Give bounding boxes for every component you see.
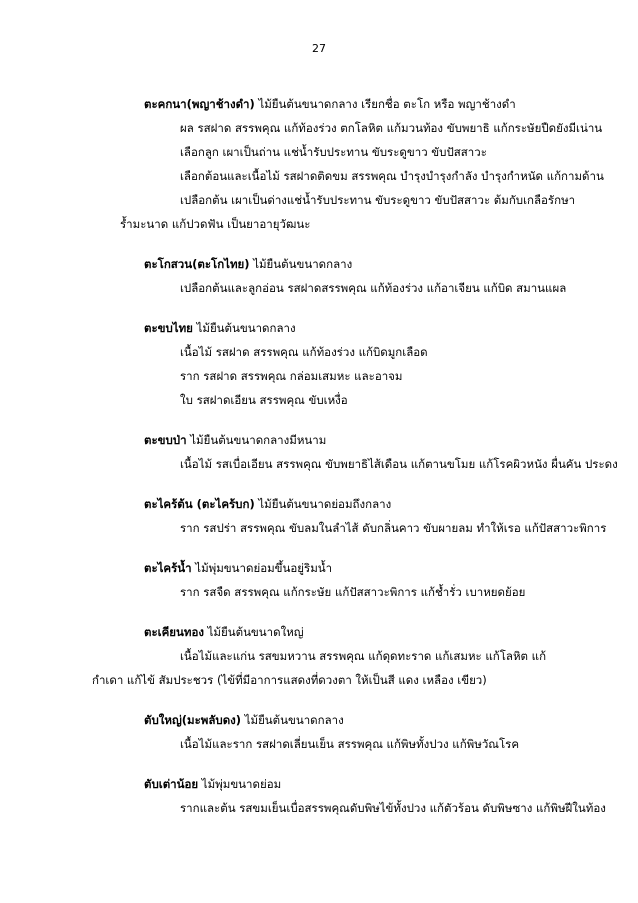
entry-takhraiton <box>0 492 638 540</box>
entry-line: ผล รสฝาด สรรพคุณ แก้ท้องร่วง ตกโลหิต แก้มวนท้อง ขับพยาธิ แก้กระษัยปืดยังมีเน่าน <box>180 121 603 135</box>
entry-takhanna <box>0 92 638 236</box>
entry-desc: ไม้ยืนต้นขนาดใหญ่ <box>207 625 304 639</box>
entry-heading <box>0 708 638 732</box>
entry-line: เนื้อไม้ รสเบื่อเอียน สรรพคุณ ขับพยาธิไส้เดือน แก้ตานขโมย แก้โรคผิวหนัง ผื่นคัน ประดง <box>180 457 618 471</box>
entry-takhoppa <box>0 428 638 476</box>
entry-line: เลือกต้อนและเนื้อไม้ รสฝาดติดขม สรรพคุณ บำรุงบำรุงกำลัง บำรุงกำหนัด แก้กามด้าน <box>180 169 604 183</box>
entry-name: ตะคกนา(พญาช้างดำ) <box>144 97 255 111</box>
entry-desc: ไม้พุ่มขนาดย่อม <box>201 777 282 791</box>
entry-takhopthai <box>0 316 638 412</box>
entry-continuation: ร้ำมะนาด แก้ปวดฟัน เป็นยาอายุวัฒนะ <box>120 217 311 231</box>
entry-desc: ไม้พุ่มขนาดย่อมขึ้นอยู่ริมน้ำ <box>195 561 333 575</box>
entry-heading <box>0 492 638 516</box>
entry-heading <box>0 620 638 644</box>
entry-name: ตะเคียนทอง <box>144 625 204 639</box>
entry-line: เปลือกต้นและลูกอ่อน รสฝาดสรรพคุณ แก้ท้องร่วง แก้อาเจียน แก้บิด สมานแผล <box>180 281 567 295</box>
entry-heading <box>0 556 638 580</box>
entry-line: เลือกลูก เผาเป็นถ่าน แช่น้ำรับประทาน ขับระดูขาว ขับปัสสาวะ <box>180 145 487 159</box>
entry-continuation: กำเดา แก้ไข้ สัมประชวร (ไข้ที่มีอาการแสดงที่ดวงตา ให้เป็นสี แดง เหลือง เขียว) <box>92 673 487 687</box>
entry-name: ตะไคร้ต้น (ตะไคร้บก) <box>144 497 255 511</box>
entry-takhianthong <box>0 620 638 692</box>
entry-line: เปลือกต้น เผาเป็นด่างแช่น้ำรับประทาน ขับระดูขาว ขับปัสสาวะ ต้มกับเกลือรักษา <box>180 193 576 207</box>
entry-tapyai <box>0 708 638 756</box>
entry-desc: ไม้ยืนต้นขนาดย่อมถึงกลาง <box>258 497 392 511</box>
entry-name: ตะโกสวน(ตะโกไทย) <box>144 257 250 271</box>
entry-line: ราก รสจืด สรรพคุณ แก้กระษัย แก้ปัสสาวะพิการ แก้ช้ำรั่ว เบาหยดย้อย <box>180 585 526 599</box>
entry-list <box>0 92 638 836</box>
entry-desc: ไม้ยืนต้นขนาดกลาง <box>244 713 344 727</box>
entry-heading <box>0 92 638 116</box>
page-number: 27 <box>312 42 326 55</box>
entry-desc: ไม้ยืนต้นขนาดกลางมีหนาม <box>190 433 327 447</box>
entry-line: ใบ รสฝาดเอียน สรรพคุณ ขับเหงื่อ <box>180 393 348 407</box>
entry-name: ตับเต่าน้อย <box>144 777 199 791</box>
entry-line: เนื้อไม้และแก่น รสขมหวาน สรรพคุณ แก้ดุดทะราด แก้เสมหะ แก้โลหิต แก้ <box>180 649 547 663</box>
entry-line: ราก รสฝาด สรรพคุณ กล่อมเสมหะ และอาจม <box>180 369 403 383</box>
entry-takosuan <box>0 252 638 300</box>
entry-taptaonoi <box>0 772 638 820</box>
entry-desc: ไม้ยืนต้นขนาดกลาง เรียกชื่อ ตะโก หรือ พญาช้างดำ <box>258 97 516 111</box>
entry-name: ตะไคร้น้ำ <box>144 561 192 575</box>
entry-heading <box>0 428 638 452</box>
entry-heading <box>0 316 638 340</box>
entry-name: ตับใหญ่(มะพลับดง) <box>144 713 242 727</box>
entry-line: ราก รสปร่า สรรพคุณ ขับลมในลำไส้ ดับกลิ่นคาว ขับผายลม ทำให้เรอ แก้ปัสสาวะพิการ <box>180 521 607 535</box>
entry-line: รากและต้น รสขมเย็นเบื่อสรรพคุณดับพิษไข้ทั้งปวง แก้ตัวร้อน ดับพิษซาง แก้พิษฝีในท้อง <box>180 801 606 815</box>
entry-line: เนื้อไม้และราก รสฝาดเลี่ยนเย็น สรรพคุณ แก้พิษทั้งปวง แก้พิษวัณโรค <box>180 737 520 751</box>
entry-line: เนื้อไม้ รสฝาด สรรพคุณ แก้ท้องร่วง แก้บิดมูกเลือด <box>180 345 428 359</box>
entry-desc: ไม้ยืนต้นขนาดกลาง <box>196 321 296 335</box>
entry-name: ตะขบป่า <box>144 433 187 447</box>
entry-desc: ไม้ยืนต้นขนาดกลาง <box>253 257 353 271</box>
entry-name: ตะขบไทย <box>144 321 193 335</box>
entry-takhrainam <box>0 556 638 604</box>
entry-heading <box>0 252 638 276</box>
entry-heading <box>0 772 638 796</box>
